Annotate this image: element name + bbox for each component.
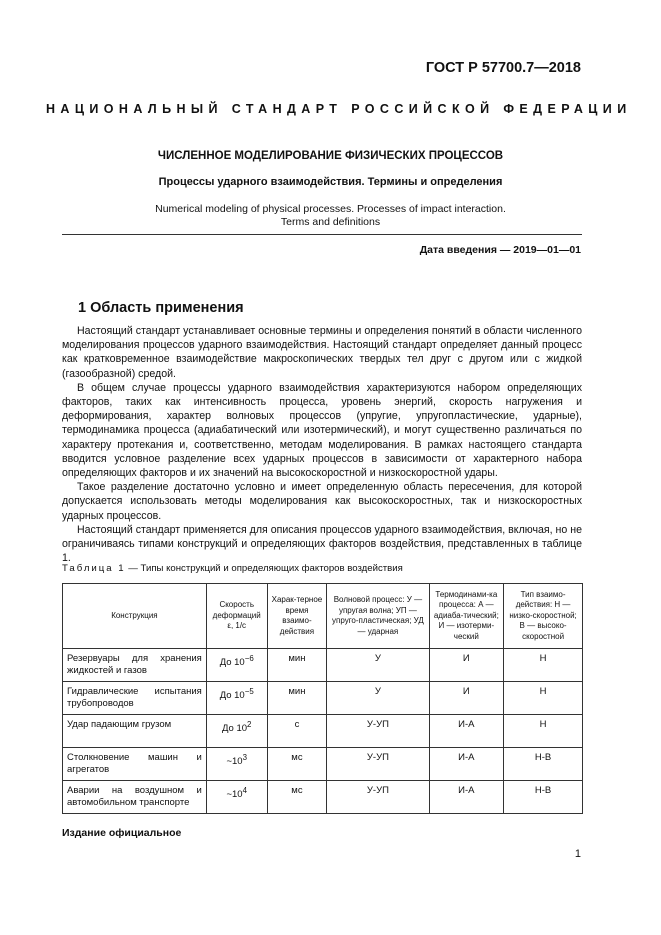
- cell-wave: У-УП: [327, 781, 429, 814]
- strain-rate-base: ~10: [226, 756, 243, 768]
- cell-type: Н: [504, 682, 583, 715]
- standard-code: ГОСТ Р 57700.7—2018: [425, 60, 581, 76]
- cell-type: Н-В: [504, 781, 583, 814]
- table-row: [63, 748, 583, 781]
- cell-strain-rate: [206, 748, 267, 781]
- cell-thermo: И: [429, 649, 504, 682]
- column-header: Харак-терное время взаимо-действия: [267, 584, 327, 649]
- column-header: Термодинами-ка процесса: А — адиаба-тический; И — изотерми-ческий: [429, 584, 504, 649]
- cell-time: мин: [267, 649, 327, 682]
- section-heading: 1 Область применения: [78, 300, 244, 316]
- strain-rate-exponent: −5: [244, 687, 254, 696]
- paragraph: В общем случае процессы ударного взаимодействия характеризуются набором определяющих факторов, таких как интенсивность процесса, уровень энергий, скорость нагружения и деформирования, характер волновых процессов (упругие, упругопластические, ударные), термодинамика процесса (адиабатический или изотермический), и могут существенно различаться по характеру протекания и, соответственно, методам моделирования. В рамках настоящего стандарта вводится условное разделение всех ударных процессов в зависимости от характерного набора определяющих факторов и их значений на высокоскоростной и низкоскоростной удары.: [62, 381, 582, 480]
- cell-construction: Столкновение машин и агрегатов: [63, 748, 207, 781]
- table-header-row: [63, 584, 583, 649]
- column-header: Конструкция: [63, 584, 207, 649]
- page-number: 1: [574, 848, 581, 860]
- cell-type: Н-В: [504, 748, 583, 781]
- cell-time: мс: [267, 748, 327, 781]
- cell-time: мин: [267, 682, 327, 715]
- official-edition-label: Издание официальное: [62, 827, 182, 839]
- strain-rate-base: До 10: [222, 723, 248, 735]
- strain-rate-exponent: 3: [242, 753, 247, 762]
- national-standard-banner: НАЦИОНАЛЬНЫЙ СТАНДАРТ РОССИЙСКОЙ ФЕДЕРАЦИИ: [46, 102, 632, 116]
- cell-time: мс: [267, 781, 327, 814]
- table-caption-label: Таблица 1: [62, 563, 126, 574]
- cell-wave: У: [327, 682, 429, 715]
- cell-thermo: И-А: [429, 781, 504, 814]
- cell-wave: У: [327, 649, 429, 682]
- english-title: [0, 203, 661, 229]
- table-row: [63, 715, 583, 748]
- document-title: ЧИСЛЕННОЕ МОДЕЛИРОВАНИЕ ФИЗИЧЕСКИХ ПРОЦЕССОВ: [157, 150, 504, 162]
- strain-rate-base: До 10: [219, 690, 245, 702]
- cell-thermo: И-А: [429, 715, 504, 748]
- cell-type: Н: [504, 715, 583, 748]
- strain-rate-exponent: 2: [247, 720, 252, 729]
- column-header: Тип взаимо-действия: Н — низко-скоростной; В — высоко-скоростной: [504, 584, 583, 649]
- cell-type: Н: [504, 649, 583, 682]
- cell-time: с: [267, 715, 327, 748]
- table-row: [63, 682, 583, 715]
- table-1: [62, 583, 583, 814]
- cell-strain-rate: [206, 682, 267, 715]
- cell-construction: Гидравлические испытания трубопроводов: [63, 682, 207, 715]
- table-caption-text: — Типы конструкций и определяющих факторов воздействия: [125, 563, 403, 574]
- document-subtitle: Процессы ударного взаимодействия. Термины и определения: [158, 176, 503, 188]
- cell-thermo: И-А: [429, 748, 504, 781]
- paragraph: Настоящий стандарт применяется для описания процессов ударного взаимодействия, включая, но не ограничиваясь типами конструкций и определяющих факторов воздействия, представленных в таблице 1.: [62, 523, 582, 565]
- strain-rate-exponent: −6: [244, 654, 254, 663]
- effective-date: Дата введения — 2019—01—01: [419, 244, 581, 256]
- strain-rate-exponent: 4: [242, 786, 247, 795]
- cell-construction: Аварии на воздушном и автомобильном транспорте: [63, 781, 207, 814]
- column-header: Волновой процесс: У — упругая волна; УП — упруго-пластическая; УД — ударная: [327, 584, 429, 649]
- english-title-line: Terms and definitions: [280, 216, 381, 228]
- section-body: [62, 324, 582, 565]
- cell-construction: Удар падающим грузом: [63, 715, 207, 748]
- table-row: [63, 649, 583, 682]
- english-title-line: Numerical modeling of physical processes. Processes of impact interaction.: [155, 203, 506, 215]
- strain-rate-base: До 10: [219, 657, 245, 669]
- cell-thermo: И: [429, 682, 504, 715]
- divider: [62, 234, 582, 235]
- table-row: [63, 781, 583, 814]
- cell-strain-rate: [206, 649, 267, 682]
- table-caption: [62, 563, 403, 574]
- cell-wave: У-УП: [327, 748, 429, 781]
- strain-rate-base: ~10: [226, 789, 243, 801]
- column-header: Скорость деформаций ε, 1/с: [206, 584, 267, 649]
- paragraph: Такое разделение достаточно условно и имеет определенную область пересечения, для которой допускается использовать методы моделирования как высокоскоростных, так и низкоскоростных ударных процессов.: [62, 481, 582, 522]
- cell-wave: У-УП: [327, 715, 429, 748]
- cell-construction: Резервуары для хранения жидкостей и газов: [63, 649, 207, 682]
- cell-strain-rate: [206, 715, 267, 748]
- cell-strain-rate: [206, 781, 267, 814]
- paragraph: Настоящий стандарт устанавливает основные термины и определения понятий в области численного моделирования процессов ударного взаимодействия. Настоящий стандарт определяет данный процесс как кратковременное взаимодействие макроскопических твердых тел друг с другом или с жидкой (газообразной) средой.: [62, 325, 582, 380]
